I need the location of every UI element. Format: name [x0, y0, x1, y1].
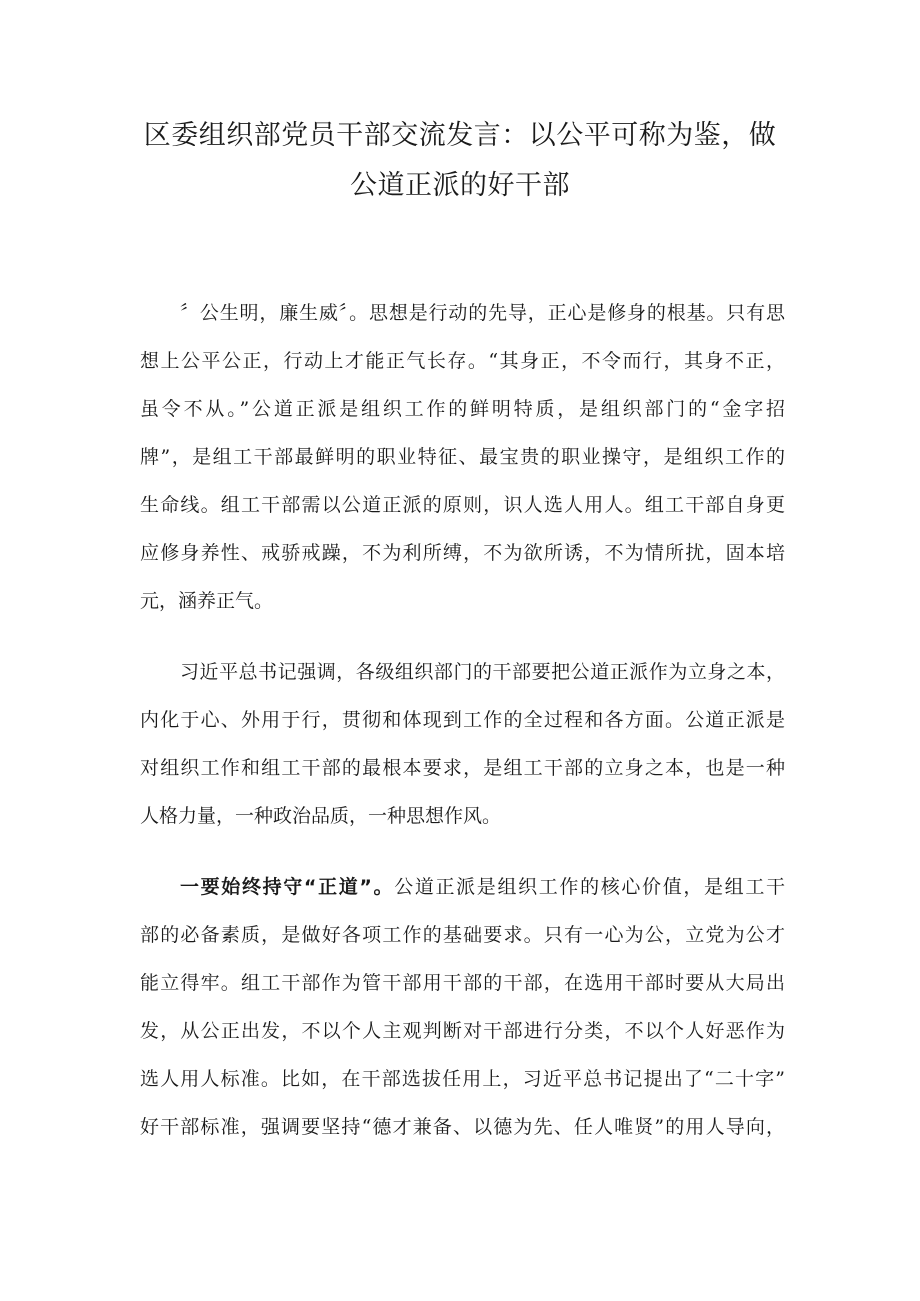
paragraph-1-line-4: 牌”，是组工干部最鲜明的职业特征、最宝贵的职业操守，是组织工作的 — [140, 446, 785, 468]
paragraph-3-line-1 — [180, 872, 785, 899]
paragraph-2-line-2: 内化于心、外用于行，贯彻和体现到工作的全过程和各方面。公道正派是 — [140, 709, 785, 731]
paragraph-3-line-3: 能立得牢。组工干部作为管干部用干部的干部，在选用干部时要从大局出 — [140, 972, 785, 994]
document-title-line-1: 区委组织部党员干部交流发言：以公平可称为鉴，做 — [143, 120, 777, 151]
paragraph-3-line-6: 好干部标准，强调要坚持“德才兼备、以德为先、任人唯贤”的用人导向， — [140, 1116, 785, 1138]
paragraph-1-line-7: 元，涵养正气。 — [140, 590, 274, 612]
paragraph-3-lead-heading: 一要始终持守“正道”。 — [180, 876, 395, 898]
paragraph-1-line-5: 生命线。组工干部需以公道正派的原则，识人选人用人。组工干部自身更 — [140, 494, 785, 516]
paragraph-3-line-5: 选人用人标准。比如，在干部选拔任用上，习近平总书记提出了“二十字” — [140, 1068, 785, 1090]
paragraph-2-line-1: 习近平总书记强调，各级组织部门的干部要把公道正派作为立身之本， — [180, 661, 785, 683]
paragraph-1-line-1: 〞公生明，廉生威〞。思想是行动的先导，正心是修身的根基。只有思 — [180, 302, 785, 324]
paragraph-1-line-6: 应修身养性、戒骄戒躁，不为利所缚，不为欲所诱，不为情所扰，固本培 — [140, 542, 785, 564]
paragraph-2-line-4: 人格力量，一种政治品质，一种思想作风。 — [140, 805, 502, 827]
paragraph-3-line-2: 部的必备素质，是做好各项工作的基础要求。只有一心为公，立党为公才 — [140, 924, 785, 946]
paragraph-3-lead-text: 公道正派是组织工作的核心价值，是组工干 — [394, 876, 785, 898]
paragraph-3-line-4: 发，从公正出发，不以个人主观判断对干部进行分类，不以个人好恶作为 — [140, 1020, 785, 1042]
paragraph-2-line-3: 对组织工作和组工干部的最根本要求，是组工干部的立身之本，也是一种 — [140, 757, 785, 779]
paragraph-1-line-3: 虽令不从。”公道正派是组织工作的鲜明特质，是组织部门的“金字招 — [140, 398, 785, 420]
paragraph-1-line-2: 想上公平公正，行动上才能正气长存。“其身正，不令而行，其身不正， — [140, 350, 785, 372]
document-title-line-2: 公道正派的好干部 — [350, 170, 570, 201]
